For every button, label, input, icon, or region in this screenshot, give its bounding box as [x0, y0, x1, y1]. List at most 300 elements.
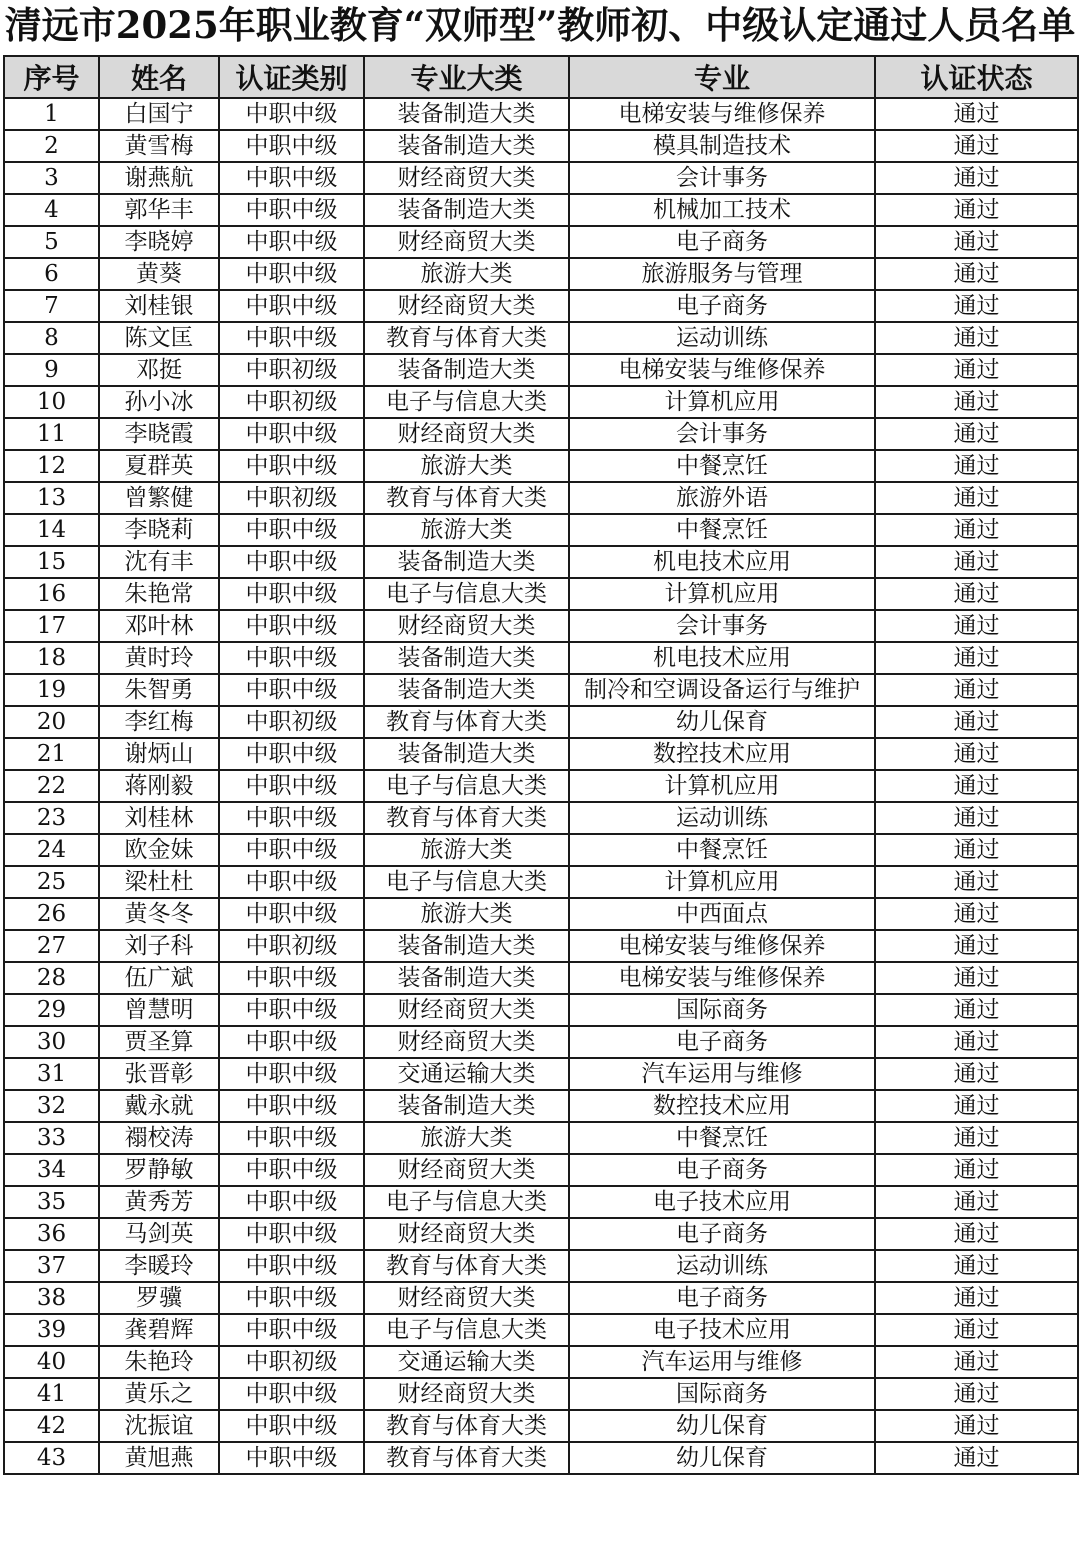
cell-name: 黄冬冬	[99, 898, 219, 930]
cell-major: 国际商务	[569, 1378, 875, 1410]
cell-major-category: 教育与体育大类	[364, 1442, 569, 1474]
cell-seq: 8	[4, 322, 99, 354]
cell-cert-type: 中职中级	[219, 1122, 364, 1154]
cell-seq: 28	[4, 962, 99, 994]
cell-seq: 16	[4, 578, 99, 610]
cell-name: 蒋刚毅	[99, 770, 219, 802]
cell-major-category: 旅游大类	[364, 514, 569, 546]
cell-cert-type: 中职中级	[219, 258, 364, 290]
table-row	[4, 450, 1078, 482]
cell-name: 朱艳常	[99, 578, 219, 610]
cell-major: 电子商务	[569, 1282, 875, 1314]
cell-cert-type: 中职中级	[219, 610, 364, 642]
cell-status: 通过	[875, 418, 1078, 450]
cell-status: 通过	[875, 962, 1078, 994]
cell-seq: 17	[4, 610, 99, 642]
cell-seq: 6	[4, 258, 99, 290]
cell-status: 通过	[875, 354, 1078, 386]
cell-major: 制冷和空调设备运行与维护	[569, 674, 875, 706]
cell-name: 张晋彰	[99, 1058, 219, 1090]
table-row	[4, 1186, 1078, 1218]
cell-major-category: 旅游大类	[364, 450, 569, 482]
cell-major: 计算机应用	[569, 866, 875, 898]
table-row	[4, 1314, 1078, 1346]
table-row	[4, 866, 1078, 898]
cell-name: 李晓莉	[99, 514, 219, 546]
cell-major: 旅游外语	[569, 482, 875, 514]
cell-major-category: 装备制造大类	[364, 642, 569, 674]
cell-cert-type: 中职中级	[219, 290, 364, 322]
cell-cert-type: 中职中级	[219, 1442, 364, 1474]
cell-seq: 34	[4, 1154, 99, 1186]
cell-major: 电子商务	[569, 1026, 875, 1058]
cell-name: 黄乐之	[99, 1378, 219, 1410]
cell-seq: 36	[4, 1218, 99, 1250]
table-row	[4, 994, 1078, 1026]
cell-name: 黄旭燕	[99, 1442, 219, 1474]
cell-major: 中餐烹饪	[569, 450, 875, 482]
cell-major: 电子商务	[569, 226, 875, 258]
cell-seq: 24	[4, 834, 99, 866]
cell-major: 会计事务	[569, 162, 875, 194]
cell-seq: 27	[4, 930, 99, 962]
cell-status: 通过	[875, 1410, 1078, 1442]
cell-status: 通过	[875, 546, 1078, 578]
cell-seq: 41	[4, 1378, 99, 1410]
cell-name: 禤校涛	[99, 1122, 219, 1154]
cell-major-category: 旅游大类	[364, 834, 569, 866]
cell-status: 通过	[875, 866, 1078, 898]
cell-name: 贾圣算	[99, 1026, 219, 1058]
table-row	[4, 322, 1078, 354]
cell-status: 通过	[875, 1282, 1078, 1314]
cell-cert-type: 中职初级	[219, 482, 364, 514]
cell-status: 通过	[875, 706, 1078, 738]
cell-name: 梁杜杜	[99, 866, 219, 898]
cell-status: 通过	[875, 1026, 1078, 1058]
table-row	[4, 642, 1078, 674]
cell-major-category: 财经商贸大类	[364, 994, 569, 1026]
cell-name: 白国宁	[99, 98, 219, 130]
cell-major-category: 财经商贸大类	[364, 418, 569, 450]
cell-cert-type: 中职中级	[219, 770, 364, 802]
cell-major: 模具制造技术	[569, 130, 875, 162]
cell-major: 计算机应用	[569, 386, 875, 418]
cell-major-category: 教育与体育大类	[364, 802, 569, 834]
cell-major: 幼儿保育	[569, 1442, 875, 1474]
cell-seq: 2	[4, 130, 99, 162]
cell-status: 通过	[875, 1250, 1078, 1282]
cell-status: 通过	[875, 674, 1078, 706]
cell-cert-type: 中职中级	[219, 802, 364, 834]
cell-name: 李红梅	[99, 706, 219, 738]
cell-major: 运动训练	[569, 802, 875, 834]
cell-major: 电梯安装与维修保养	[569, 930, 875, 962]
cell-name: 刘桂银	[99, 290, 219, 322]
cell-status: 通过	[875, 1154, 1078, 1186]
cell-major: 中餐烹饪	[569, 834, 875, 866]
table-row	[4, 1122, 1078, 1154]
table-row	[4, 418, 1078, 450]
cell-major-category: 装备制造大类	[364, 1090, 569, 1122]
table-row	[4, 1346, 1078, 1378]
header-cert-type: 认证类别	[219, 56, 364, 98]
cell-cert-type: 中职初级	[219, 386, 364, 418]
cell-major: 电子技术应用	[569, 1314, 875, 1346]
cell-cert-type: 中职中级	[219, 194, 364, 226]
cell-major: 运动训练	[569, 322, 875, 354]
cell-status: 通过	[875, 1378, 1078, 1410]
cell-name: 戴永就	[99, 1090, 219, 1122]
cell-cert-type: 中职中级	[219, 418, 364, 450]
table-row	[4, 770, 1078, 802]
cell-status: 通过	[875, 1442, 1078, 1474]
cell-cert-type: 中职中级	[219, 738, 364, 770]
cell-major-category: 电子与信息大类	[364, 866, 569, 898]
table-row	[4, 1026, 1078, 1058]
table-row	[4, 1218, 1078, 1250]
cell-status: 通过	[875, 514, 1078, 546]
cell-major-category: 财经商贸大类	[364, 1154, 569, 1186]
cell-name: 黄时玲	[99, 642, 219, 674]
table-row	[4, 514, 1078, 546]
cell-cert-type: 中职中级	[219, 1250, 364, 1282]
cell-major-category: 教育与体育大类	[364, 706, 569, 738]
cell-cert-type: 中职中级	[219, 834, 364, 866]
cell-major-category: 财经商贸大类	[364, 290, 569, 322]
cell-seq: 14	[4, 514, 99, 546]
cell-major-category: 电子与信息大类	[364, 770, 569, 802]
cell-status: 通过	[875, 130, 1078, 162]
cell-major: 旅游服务与管理	[569, 258, 875, 290]
cell-seq: 5	[4, 226, 99, 258]
cell-seq: 4	[4, 194, 99, 226]
cell-status: 通过	[875, 898, 1078, 930]
table-row	[4, 1442, 1078, 1474]
cell-name: 黄秀芳	[99, 1186, 219, 1218]
cell-major: 计算机应用	[569, 578, 875, 610]
table-row	[4, 226, 1078, 258]
cell-seq: 40	[4, 1346, 99, 1378]
cell-seq: 32	[4, 1090, 99, 1122]
cell-name: 郭华丰	[99, 194, 219, 226]
cell-status: 通过	[875, 1090, 1078, 1122]
cell-name: 罗骥	[99, 1282, 219, 1314]
cell-status: 通过	[875, 994, 1078, 1026]
cell-major-category: 电子与信息大类	[364, 578, 569, 610]
cell-major-category: 装备制造大类	[364, 674, 569, 706]
cell-status: 通过	[875, 802, 1078, 834]
cell-status: 通过	[875, 226, 1078, 258]
cell-seq: 33	[4, 1122, 99, 1154]
cell-name: 孙小冰	[99, 386, 219, 418]
cell-cert-type: 中职中级	[219, 1026, 364, 1058]
cell-status: 通过	[875, 642, 1078, 674]
cell-status: 通过	[875, 386, 1078, 418]
cell-major-category: 财经商贸大类	[364, 610, 569, 642]
table-row	[4, 130, 1078, 162]
cell-cert-type: 中职中级	[219, 1090, 364, 1122]
table-row	[4, 674, 1078, 706]
table-row	[4, 738, 1078, 770]
cell-name: 朱艳玲	[99, 1346, 219, 1378]
cell-seq: 7	[4, 290, 99, 322]
cell-major: 电子商务	[569, 1154, 875, 1186]
cell-major: 汽车运用与维修	[569, 1058, 875, 1090]
cell-major: 电子商务	[569, 290, 875, 322]
cell-status: 通过	[875, 578, 1078, 610]
cell-seq: 18	[4, 642, 99, 674]
cell-status: 通过	[875, 1346, 1078, 1378]
cell-name: 沈振谊	[99, 1410, 219, 1442]
cell-major-category: 财经商贸大类	[364, 1282, 569, 1314]
cell-major-category: 电子与信息大类	[364, 1186, 569, 1218]
cell-cert-type: 中职中级	[219, 514, 364, 546]
cell-seq: 37	[4, 1250, 99, 1282]
table-row	[4, 1378, 1078, 1410]
table-body	[4, 98, 1078, 1474]
header-major: 专业	[569, 56, 875, 98]
cell-cert-type: 中职中级	[219, 898, 364, 930]
cell-major-category: 旅游大类	[364, 1122, 569, 1154]
cell-seq: 26	[4, 898, 99, 930]
cell-status: 通过	[875, 322, 1078, 354]
cell-name: 罗静敏	[99, 1154, 219, 1186]
cell-major-category: 交通运输大类	[364, 1346, 569, 1378]
cell-cert-type: 中职中级	[219, 546, 364, 578]
cell-major-category: 电子与信息大类	[364, 386, 569, 418]
table-row	[4, 898, 1078, 930]
cell-status: 通过	[875, 1186, 1078, 1218]
cell-status: 通过	[875, 98, 1078, 130]
cell-status: 通过	[875, 1058, 1078, 1090]
cell-seq: 21	[4, 738, 99, 770]
cell-status: 通过	[875, 930, 1078, 962]
cell-status: 通过	[875, 162, 1078, 194]
cell-major: 电子商务	[569, 1218, 875, 1250]
cell-name: 刘桂林	[99, 802, 219, 834]
cell-cert-type: 中职中级	[219, 1218, 364, 1250]
cell-major: 数控技术应用	[569, 1090, 875, 1122]
cell-major: 运动训练	[569, 1250, 875, 1282]
table-row	[4, 930, 1078, 962]
table-row	[4, 290, 1078, 322]
cell-seq: 38	[4, 1282, 99, 1314]
cell-seq: 23	[4, 802, 99, 834]
table-row	[4, 706, 1078, 738]
cell-seq: 35	[4, 1186, 99, 1218]
cell-status: 通过	[875, 770, 1078, 802]
cell-seq: 42	[4, 1410, 99, 1442]
cell-major: 会计事务	[569, 610, 875, 642]
cell-seq: 20	[4, 706, 99, 738]
cell-major-category: 教育与体育大类	[364, 482, 569, 514]
cell-name: 曾繁健	[99, 482, 219, 514]
cell-cert-type: 中职中级	[219, 962, 364, 994]
cell-seq: 1	[4, 98, 99, 130]
table-row	[4, 194, 1078, 226]
cell-seq: 30	[4, 1026, 99, 1058]
cell-cert-type: 中职中级	[219, 162, 364, 194]
cell-major: 计算机应用	[569, 770, 875, 802]
cell-seq: 31	[4, 1058, 99, 1090]
cell-name: 黄葵	[99, 258, 219, 290]
cell-major-category: 装备制造大类	[364, 130, 569, 162]
cell-cert-type: 中职初级	[219, 354, 364, 386]
table-row	[4, 802, 1078, 834]
cell-name: 刘子科	[99, 930, 219, 962]
cell-cert-type: 中职中级	[219, 674, 364, 706]
table-row	[4, 834, 1078, 866]
cell-cert-type: 中职中级	[219, 866, 364, 898]
cell-name: 夏群英	[99, 450, 219, 482]
cell-cert-type: 中职中级	[219, 450, 364, 482]
cell-cert-type: 中职中级	[219, 1282, 364, 1314]
cell-name: 伍广斌	[99, 962, 219, 994]
cell-status: 通过	[875, 738, 1078, 770]
cell-status: 通过	[875, 610, 1078, 642]
cell-cert-type: 中职中级	[219, 1058, 364, 1090]
cell-name: 黄雪梅	[99, 130, 219, 162]
cell-status: 通过	[875, 482, 1078, 514]
cell-status: 通过	[875, 1218, 1078, 1250]
cell-major: 汽车运用与维修	[569, 1346, 875, 1378]
table-row	[4, 162, 1078, 194]
cell-cert-type: 中职中级	[219, 642, 364, 674]
cell-cert-type: 中职中级	[219, 994, 364, 1026]
cell-major-category: 财经商贸大类	[364, 226, 569, 258]
cell-major: 中西面点	[569, 898, 875, 930]
cell-cert-type: 中职初级	[219, 930, 364, 962]
cell-major: 电子技术应用	[569, 1186, 875, 1218]
cell-major-category: 教育与体育大类	[364, 1410, 569, 1442]
header-name: 姓名	[99, 56, 219, 98]
cell-major-category: 财经商贸大类	[364, 1218, 569, 1250]
cell-seq: 3	[4, 162, 99, 194]
roster-table	[3, 55, 1079, 1475]
cell-name: 欧金妹	[99, 834, 219, 866]
cell-status: 通过	[875, 1314, 1078, 1346]
cell-cert-type: 中职中级	[219, 1186, 364, 1218]
cell-cert-type: 中职中级	[219, 130, 364, 162]
cell-major-category: 财经商贸大类	[364, 1026, 569, 1058]
cell-major-category: 装备制造大类	[364, 354, 569, 386]
cell-seq: 11	[4, 418, 99, 450]
header-status: 认证状态	[875, 56, 1078, 98]
cell-major: 电梯安装与维修保养	[569, 98, 875, 130]
cell-status: 通过	[875, 258, 1078, 290]
cell-status: 通过	[875, 834, 1078, 866]
cell-cert-type: 中职初级	[219, 1346, 364, 1378]
cell-seq: 43	[4, 1442, 99, 1474]
cell-name: 李暖玲	[99, 1250, 219, 1282]
cell-major-category: 教育与体育大类	[364, 1250, 569, 1282]
cell-cert-type: 中职中级	[219, 226, 364, 258]
cell-major-category: 交通运输大类	[364, 1058, 569, 1090]
cell-major-category: 装备制造大类	[364, 930, 569, 962]
cell-name: 龚碧辉	[99, 1314, 219, 1346]
cell-status: 通过	[875, 194, 1078, 226]
table-row	[4, 386, 1078, 418]
cell-major-category: 装备制造大类	[364, 98, 569, 130]
cell-major-category: 装备制造大类	[364, 546, 569, 578]
cell-seq: 19	[4, 674, 99, 706]
table-row	[4, 578, 1078, 610]
cell-major: 国际商务	[569, 994, 875, 1026]
cell-major-category: 装备制造大类	[364, 738, 569, 770]
cell-major-category: 教育与体育大类	[364, 322, 569, 354]
header-seq: 序号	[4, 56, 99, 98]
table-row	[4, 962, 1078, 994]
cell-major: 中餐烹饪	[569, 514, 875, 546]
cell-major: 电梯安装与维修保养	[569, 962, 875, 994]
cell-cert-type: 中职中级	[219, 1378, 364, 1410]
cell-cert-type: 中职中级	[219, 1314, 364, 1346]
cell-name: 谢燕航	[99, 162, 219, 194]
cell-seq: 12	[4, 450, 99, 482]
cell-major: 电梯安装与维修保养	[569, 354, 875, 386]
cell-major: 中餐烹饪	[569, 1122, 875, 1154]
cell-name: 李晓霞	[99, 418, 219, 450]
cell-major: 机电技术应用	[569, 546, 875, 578]
table-row	[4, 98, 1078, 130]
cell-status: 通过	[875, 290, 1078, 322]
cell-status: 通过	[875, 1122, 1078, 1154]
cell-seq: 25	[4, 866, 99, 898]
table-row	[4, 1058, 1078, 1090]
table-row	[4, 1410, 1078, 1442]
table-row	[4, 1090, 1078, 1122]
header-major-category: 专业大类	[364, 56, 569, 98]
table-row	[4, 1154, 1078, 1186]
cell-seq: 13	[4, 482, 99, 514]
cell-name: 沈有丰	[99, 546, 219, 578]
cell-major-category: 装备制造大类	[364, 962, 569, 994]
cell-seq: 39	[4, 1314, 99, 1346]
cell-cert-type: 中职初级	[219, 706, 364, 738]
cell-major-category: 财经商贸大类	[364, 162, 569, 194]
table-row	[4, 354, 1078, 386]
cell-major: 机电技术应用	[569, 642, 875, 674]
table-row	[4, 610, 1078, 642]
cell-major: 会计事务	[569, 418, 875, 450]
cell-seq: 15	[4, 546, 99, 578]
cell-seq: 10	[4, 386, 99, 418]
cell-seq: 9	[4, 354, 99, 386]
cell-name: 马剑英	[99, 1218, 219, 1250]
table-row	[4, 1282, 1078, 1314]
cell-name: 谢炳山	[99, 738, 219, 770]
cell-seq: 29	[4, 994, 99, 1026]
cell-major: 幼儿保育	[569, 1410, 875, 1442]
cell-name: 朱智勇	[99, 674, 219, 706]
cell-major: 数控技术应用	[569, 738, 875, 770]
cell-major-category: 电子与信息大类	[364, 1314, 569, 1346]
cell-major: 机械加工技术	[569, 194, 875, 226]
cell-name: 邓挺	[99, 354, 219, 386]
cell-status: 通过	[875, 450, 1078, 482]
table-row	[4, 1250, 1078, 1282]
cell-cert-type: 中职中级	[219, 1154, 364, 1186]
cell-name: 邓叶林	[99, 610, 219, 642]
cell-cert-type: 中职中级	[219, 578, 364, 610]
cell-major-category: 装备制造大类	[364, 194, 569, 226]
document-title: 清远市2025年职业教育“双师型”教师初、中级认定通过人员名单	[4, 3, 1076, 47]
cell-cert-type: 中职中级	[219, 98, 364, 130]
cell-name: 曾慧明	[99, 994, 219, 1026]
table-header-row	[4, 56, 1078, 98]
cell-cert-type: 中职中级	[219, 322, 364, 354]
